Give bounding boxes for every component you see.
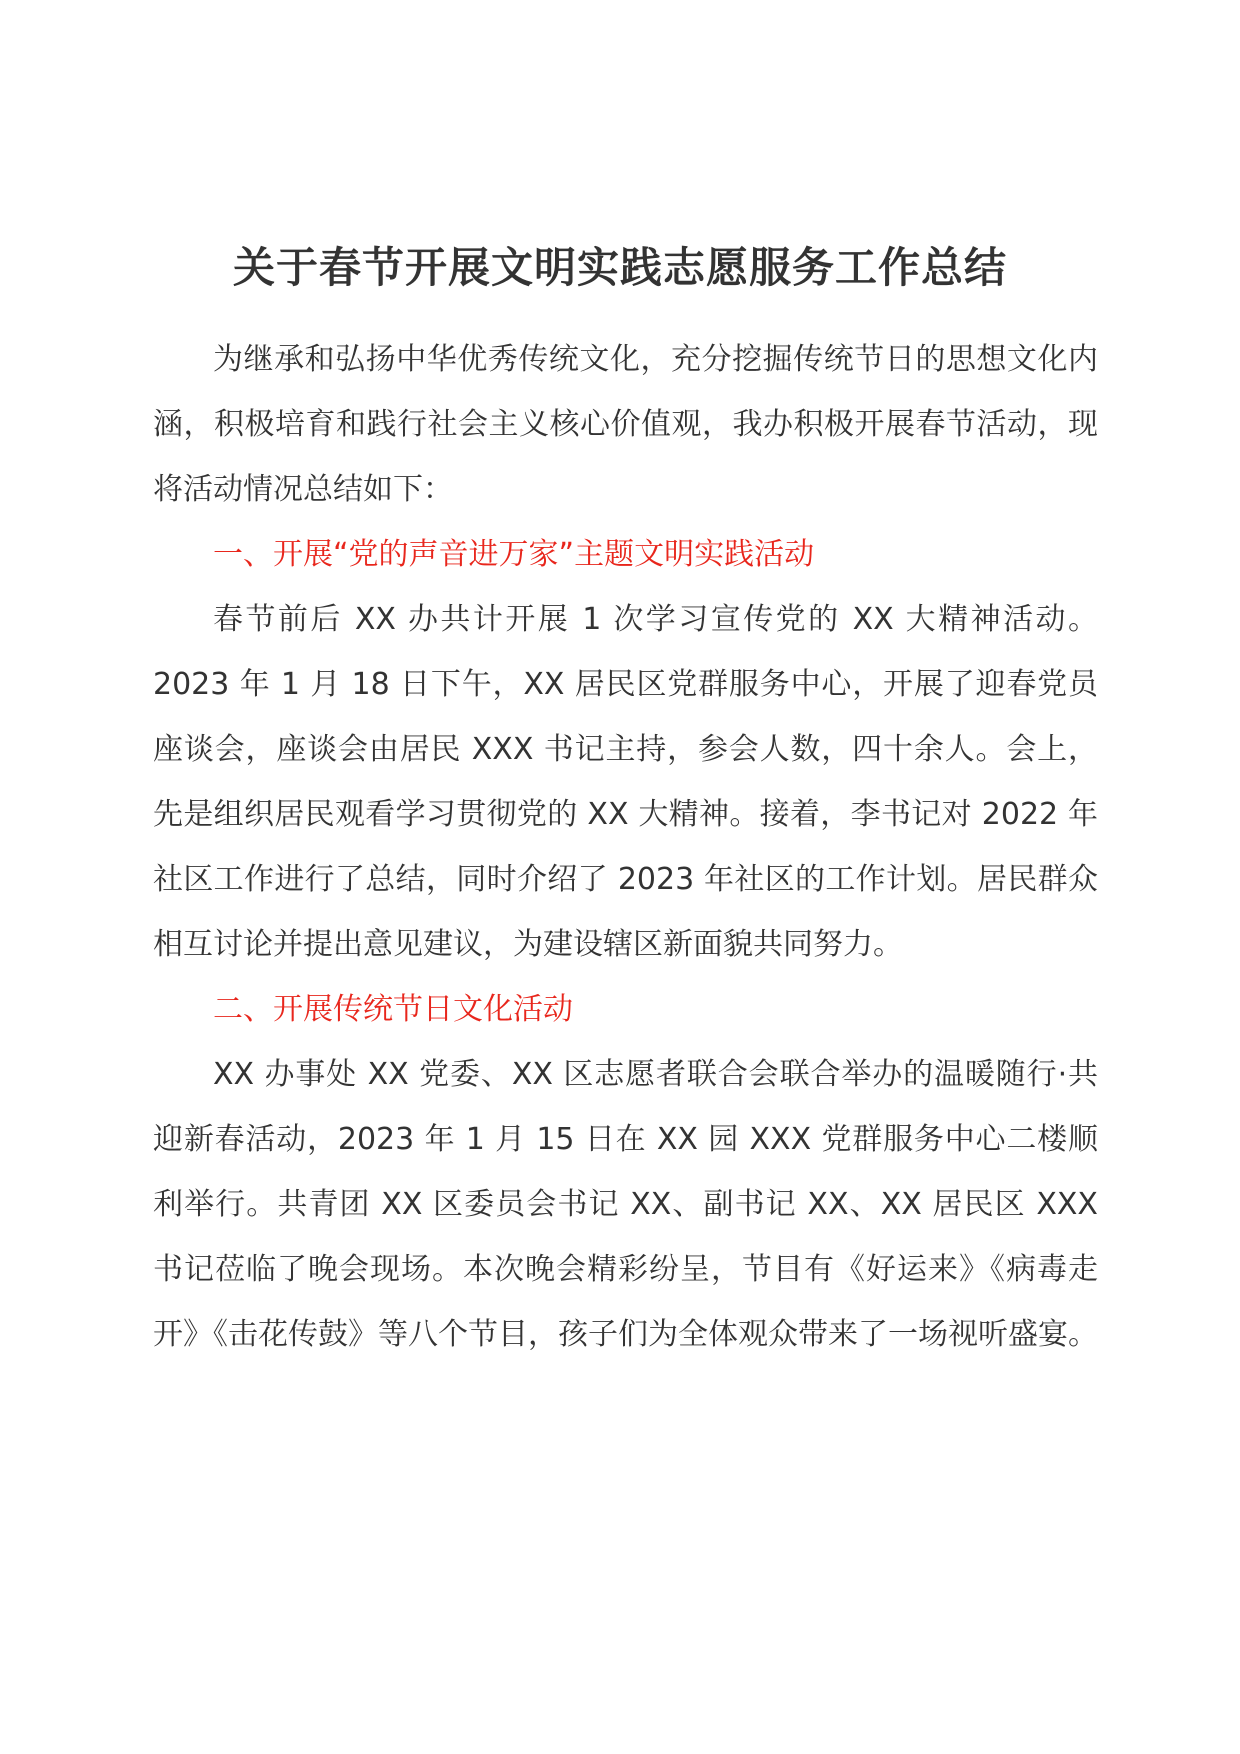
section-2-heading: 二、开展传统节日文化活动: [213, 992, 573, 1027]
intro-paragraph: 为继承和弘扬中华优秀传统文化，充分挖掘传统节日的思想文化内涵，积极培育和践行社会主义核心价值观，我办积极开展春节活动，现将活动情况总结如下：: [153, 342, 1098, 507]
document-title: 关于春节开展文明实践志愿服务工作总结: [232, 243, 1007, 292]
section-1-heading: 一、开展“党的声音进万家”主题文明实践活动: [213, 537, 815, 572]
section-2-paragraph: XX 办事处 XX 党委、XX 区志愿者联合会联合举办的温暖随行·共迎新春活动，2023 年 1 月 15 日在 XX 园 XXX 党群服务中心二楼顺利举行。共青团 XX 区委员会书记 XX、副书记 XX、XX 居民区 XXX 书记莅临了晚会现场。本次晚会精彩纷呈，节目有《好运来》《病毒走开》《击花传鼓》等八个节目，孩子们为全体观众带来了一场视听盛宴。: [153, 1057, 1098, 1352]
document-body: [153, 327, 1098, 1367]
section-1-paragraph: 春节前后 XX 办共计开展 1 次学习宣传党的 XX 大精神活动。2023 年 1 月 18 日下午，XX 居民区党群服务中心，开展了迎春党员座谈会，座谈会由居民 XXX 书记主持，参会人数，四十余人。会上，先是组织居民观看学习贯彻党的 XX 大精神。接着，李书记对 2022 年社区工作进行了总结，同时介绍了 2023 年社区的工作计划。居民群众相互讨论并提出意见建议，为建设辖区新面貌共同努力。: [153, 602, 1098, 962]
